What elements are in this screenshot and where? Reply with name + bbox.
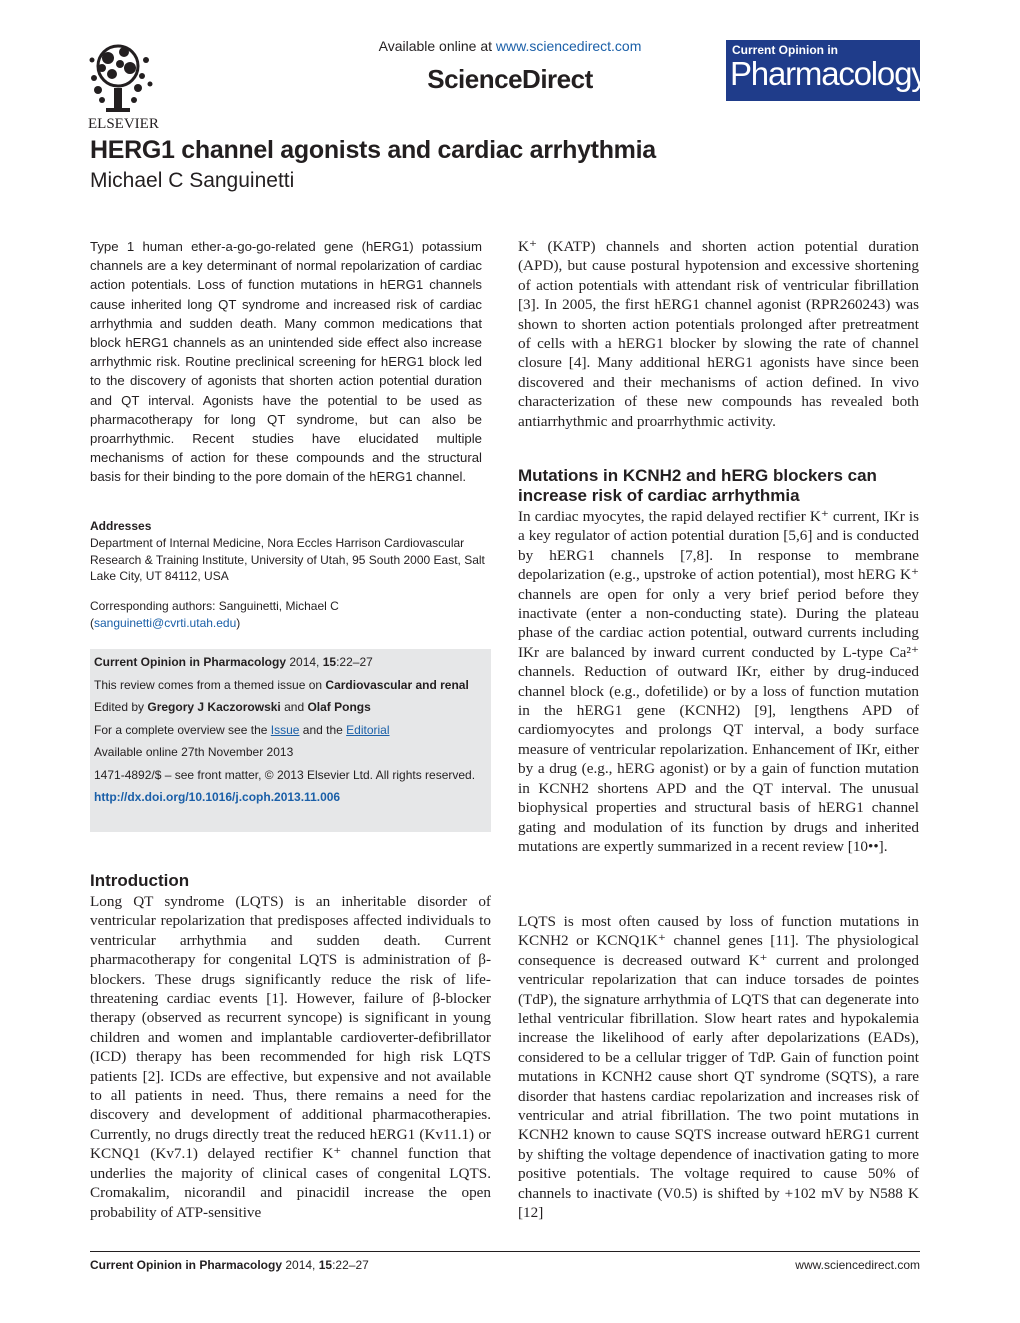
citation-volume: 15 bbox=[322, 655, 337, 669]
sciencedirect-link[interactable]: www.sciencedirect.com bbox=[495, 38, 642, 54]
citation-year: 2014, bbox=[286, 655, 323, 669]
footer-volume: 15 bbox=[318, 1258, 333, 1272]
citation bbox=[94, 654, 487, 671]
addresses: Department of Internal Medicine, Nora Eccles Harrison Cardiovascular Research & Training Institute, University of Utah, 95 South 2000 East, Salt Lake City, UT 84112, USA bbox=[90, 536, 485, 584]
abstract: Type 1 human ether-a-go-go-related gene (hERG1) potassium channels are a key determinant of normal repolarization of cardiac action potentials. Loss of function mutations in hERG1 channels cause inherited long QT syndrome and increased risk of cardiac arrhythmia and sudden death. Many common medications that block hERG1 channels as an unintended side effect also increase arrhythmic risk. Routine preclinical screening for hERG1 block led to the discovery of agonists that shorten action potential duration and QT interval. Agonists have the potential to be used as pharmacotherapy for long QT syndrome, but can also be proarrhythmic. Recent studies have elucidated multiple mechanisms of action for these compounds and the structural basis for their binding to the pore domain of the hERG1 channel. bbox=[90, 239, 482, 485]
editor-1: Gregory J Kaczorowski bbox=[147, 700, 281, 714]
addresses-heading: Addresses bbox=[90, 519, 152, 533]
section2-heading: Mutations in KCNH2 and hERG blockers can increase risk of cardiac arrhythmia bbox=[518, 466, 877, 505]
platform-name: ScienceDirect bbox=[427, 64, 593, 94]
footer-pages: :22–27 bbox=[332, 1258, 369, 1272]
corresponding-authors: Corresponding authors: Sanguinetti, Michael C (sanguinetti@cvrti.utah.edu) bbox=[90, 599, 339, 630]
editor-2: Olaf Pongs bbox=[307, 700, 371, 714]
article-info-box bbox=[90, 649, 491, 832]
doi-link[interactable]: http://dx.doi.org/10.1016/j.coph.2013.11.006 bbox=[94, 790, 341, 804]
article-title: HERG1 channel agonists and cardiac arrhythmia bbox=[90, 136, 656, 164]
footer-journal: Current Opinion in Pharmacology bbox=[90, 1258, 283, 1272]
editorial-link[interactable]: Editorial bbox=[346, 722, 390, 737]
citation-journal: Current Opinion in Pharmacology bbox=[94, 655, 287, 669]
footer-divider bbox=[90, 1251, 920, 1252]
editors-and: and bbox=[280, 700, 308, 714]
publisher-name: ELSEVIER bbox=[88, 116, 159, 130]
overview bbox=[94, 722, 487, 739]
editors bbox=[94, 699, 487, 716]
themed-prefix: This review comes from a themed issue on bbox=[94, 677, 326, 692]
introduction-paragraph: Long QT syndrome (LQTS) is an inheritable disorder of ventricular repolarization that predisposes affected individuals to ventricular arrhythmia and sudden death. Current pharmacotherapy for congenital LQTS is administration of β-blockers. These drugs significantly reduce the risk of life-threatening cardiac events [1]. However, failure of β-blocker therapy (observed as recurrent syncope) is significant in young children and women and implantable cardioverter-defibrillator (ICD) therapy has been recommended for high risk LQTS patients [2]. ICDs are effective, but expensive and not available to all patients in need. Thus, there remains a need for the discovery and development of additional pharmacotherapies. Currently, no drugs directly treat the reduced hERG1 (Kv11.1) or KCNQ1 (Kv7.1) delayed rectifier K⁺ channel function that underlies the majority of clinical cases of congenital LQTS. Cromakalim, nicorandil and pinacidil increase the open probability of ATP-sensitive bbox=[90, 893, 491, 1221]
footer-url[interactable]: www.sciencedirect.com bbox=[795, 1258, 920, 1272]
corresponding-label: Corresponding authors: Sanguinetti, Michael C bbox=[90, 599, 339, 613]
themed-issue bbox=[94, 677, 487, 694]
footer-citation bbox=[90, 1258, 369, 1272]
footer-year: 2014, bbox=[282, 1258, 319, 1272]
citation-pages: :22–27 bbox=[336, 655, 373, 669]
available-date: Available online 27th November 2013 bbox=[94, 745, 294, 759]
themed-issue-name: Cardiovascular and renal bbox=[325, 677, 469, 692]
section2-paragraph-1: In cardiac myocytes, the rapid delayed rectifier K⁺ current, IKr is a key regulator of action potential duration [5,6] and is conducted by hERG1 channels [7,8]. In response to membrane depolarization (e.g., upstroke of action potential), most hERG K⁺ channels are open for only a very brief period before they inactivate (enter a non-conducting state). During the plateau phase of the cardiac action potential, outward currents including IKr are balanced by inward current conducted by L-type Ca²⁺ channels. Reduction of outward IKr, either by drug-induced channel block (e.g., dofetilide) or by a loss of function mutation in the hERG1 gene (KCNH2) [9], lengthens APD of cardiomyocytes and prolongs QT interval, a body surface measure of ventricular repolarization. Enhancement of IKr, either by a drug (e.g., hERG agonist) or by a gain of function mutation in KCNH2 shortens APD and the QT interval. The unusual biophysical properties and structural basis of hERG1 channel gating and modulation of its function by drugs and inherited mutations are expertly summarized in a recent review [10••]. bbox=[518, 508, 919, 855]
email-link[interactable]: sanguinetti@cvrti.utah.edu bbox=[94, 615, 237, 630]
section2-paragraph-2: LQTS is most often caused by loss of function mutations in KCNH2 or KCNQ1K⁺ channel genes [11]. The physiological consequence is decreased outward K⁺ current and prolonged ventricular repolarization that can induce torsades de pointes (TdP), the signature arrhythmia of LQTS that can degenerate into lethal ventricular fibrillation. Slow heart rates and hypokalemia increase the likelihood of early after depolarizations (EADs), considered to be a cellular trigger of TdP. Gain of function point mutations in KCNH2 cause short QT syndrome (SQTS), a rare disorder that hastens cardiac repolarization and increases risk of ventricular and atrial fibrillation. The two point mutations in KCNH2 known to cause SQTS increase outward hERG1 current by shifting the voltage dependence of inactivation gating to more positive potentials. The voltage required to cause 50% of channels to inactivate (V0.5) is shifted by +102 mV by N588 K [12] bbox=[518, 913, 919, 1222]
edited-prefix: Edited by bbox=[94, 700, 148, 714]
journal-line1: Current Opinion in bbox=[732, 43, 838, 57]
copyright: 1471-4892/$ – see front matter, © 2013 Elsevier Ltd. All rights reserved. bbox=[94, 767, 476, 782]
article-author: Michael C Sanguinetti bbox=[90, 169, 295, 192]
journal-logo bbox=[726, 40, 927, 101]
overview-prefix: For a complete overview see the bbox=[94, 722, 271, 737]
journal-line2: Pharmacology bbox=[730, 55, 927, 92]
introduction-continuation: K⁺ (KATP) channels and shorten action potential duration (APD), but cause postural hypotension and excessive shortening of action potentials with attendant risk of ventricular fibrillation [3]. In 2005, the first hERG1 channel agonist (RPR260243) was shown to shorten action potentials prolonged after pretreatment of cells with a hERG1 blocker by slowing the rate of channel closure [4]. Many additional hERG1 agonists have since been discovered and their mechanisms of action defined. In vivo characterization of these new compounds has revealed both antiarrhythmic and proarrhythmic activity. bbox=[518, 238, 919, 430]
overview-and: and the bbox=[299, 722, 347, 737]
available-prefix: Available online at bbox=[378, 38, 496, 54]
issue-link[interactable]: Issue bbox=[270, 722, 300, 737]
introduction-heading: Introduction bbox=[90, 871, 190, 890]
